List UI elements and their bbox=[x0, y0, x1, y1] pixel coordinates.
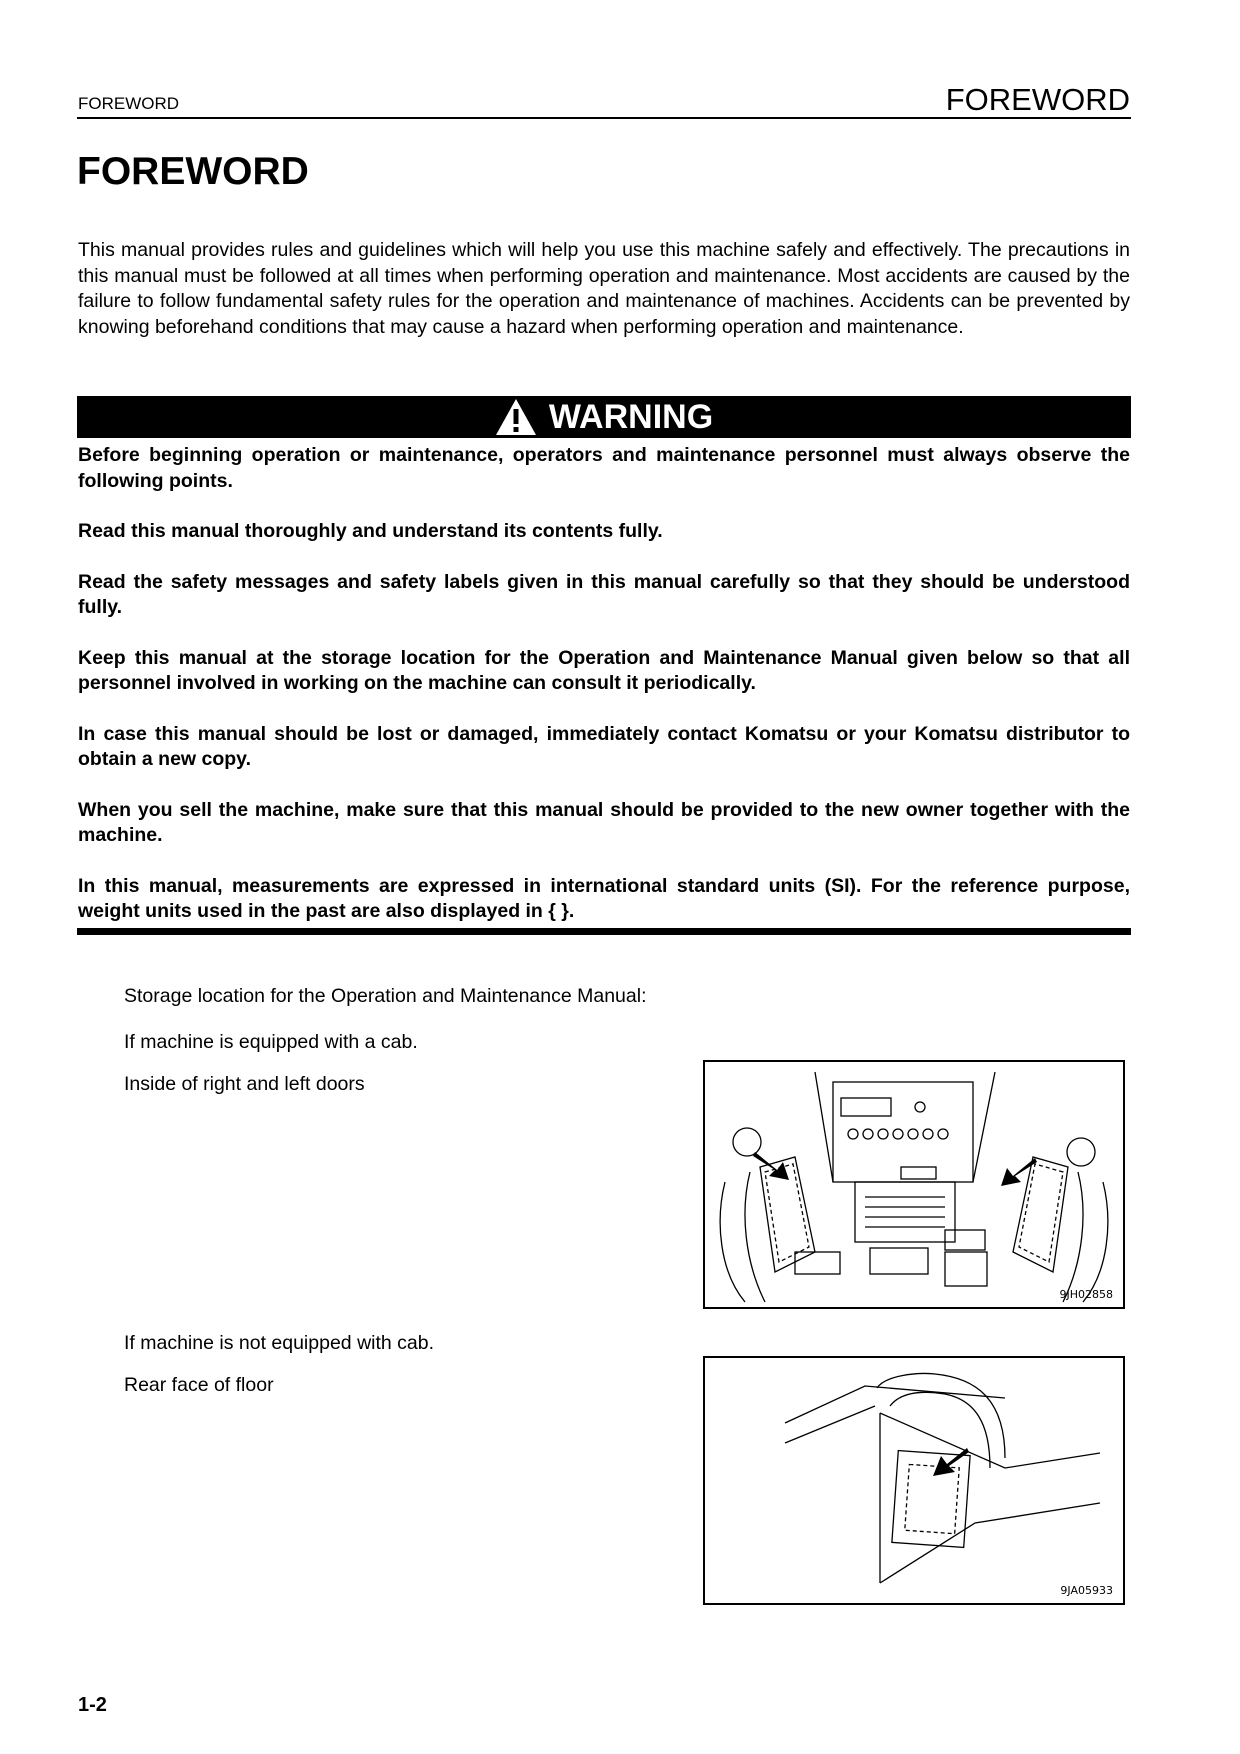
no-cab-condition: If machine is not equipped with cab. bbox=[124, 1332, 435, 1354]
cab-doors-illustration bbox=[703, 1060, 1125, 1309]
running-header-right: FOREWORD bbox=[945, 82, 1130, 117]
figure-id: 9JH02858 bbox=[1059, 1288, 1113, 1301]
warning-paragraph: Read the safety messages and safety labels given in this manual carefully so that they should be understood fully. bbox=[78, 570, 1130, 618]
warning-paragraph: Before beginning operation or maintenance, operators and maintenance personnel must always observe the following points. bbox=[78, 444, 1130, 492]
storage-heading: Storage location for the Operation and Maintenance Manual: bbox=[124, 985, 647, 1007]
warning-paragraph: In this manual, measurements are expressed in international standard units (SI). For the reference purpose, weight units used in the past are also displayed in { }. bbox=[78, 874, 1130, 922]
floor-rear-illustration bbox=[703, 1356, 1125, 1605]
figure-id: 9JA05933 bbox=[1060, 1584, 1113, 1597]
warning-banner bbox=[77, 396, 1131, 438]
warning-body bbox=[78, 443, 1130, 950]
warning-paragraph: Read this manual thoroughly and understand its contents fully. bbox=[78, 520, 663, 542]
page-number: 1-2 bbox=[78, 1694, 107, 1716]
warning-title: WARNING bbox=[548, 397, 714, 436]
cab-condition: If machine is equipped with a cab. bbox=[124, 1031, 418, 1053]
warning-paragraph: In case this manual should be lost or damaged, immediately contact Komatsu or your Komatsu distributor to obtain a new copy. bbox=[78, 722, 1130, 770]
warning-end-rule bbox=[77, 928, 1131, 935]
page-title: FOREWORD bbox=[77, 150, 309, 193]
warning-triangle-icon bbox=[495, 398, 537, 436]
no-cab-location: Rear face of floor bbox=[124, 1374, 274, 1396]
warning-paragraph: Keep this manual at the storage location for the Operation and Maintenance Manual given below so that all personnel involved in working on the machine can consult it periodically. bbox=[78, 646, 1130, 694]
warning-paragraph: When you sell the machine, make sure that this manual should be provided to the new owner together with the machine. bbox=[78, 798, 1130, 846]
cab-location: Inside of right and left doors bbox=[124, 1073, 365, 1095]
running-header-left: FOREWORD bbox=[78, 94, 180, 113]
intro-paragraph: This manual provides rules and guidelines which will help you use this machine safely and effectively. The precautions in this manual must be followed at all times when performing operation and maintenance. Most accidents are caused by the failure to follow fundamental safety rules for the operation and maintenance of machines. Accidents can be prevented by knowing beforehand conditions that may cause a hazard when performing operation and maintenance. bbox=[78, 239, 1130, 338]
header-divider bbox=[77, 117, 1131, 119]
